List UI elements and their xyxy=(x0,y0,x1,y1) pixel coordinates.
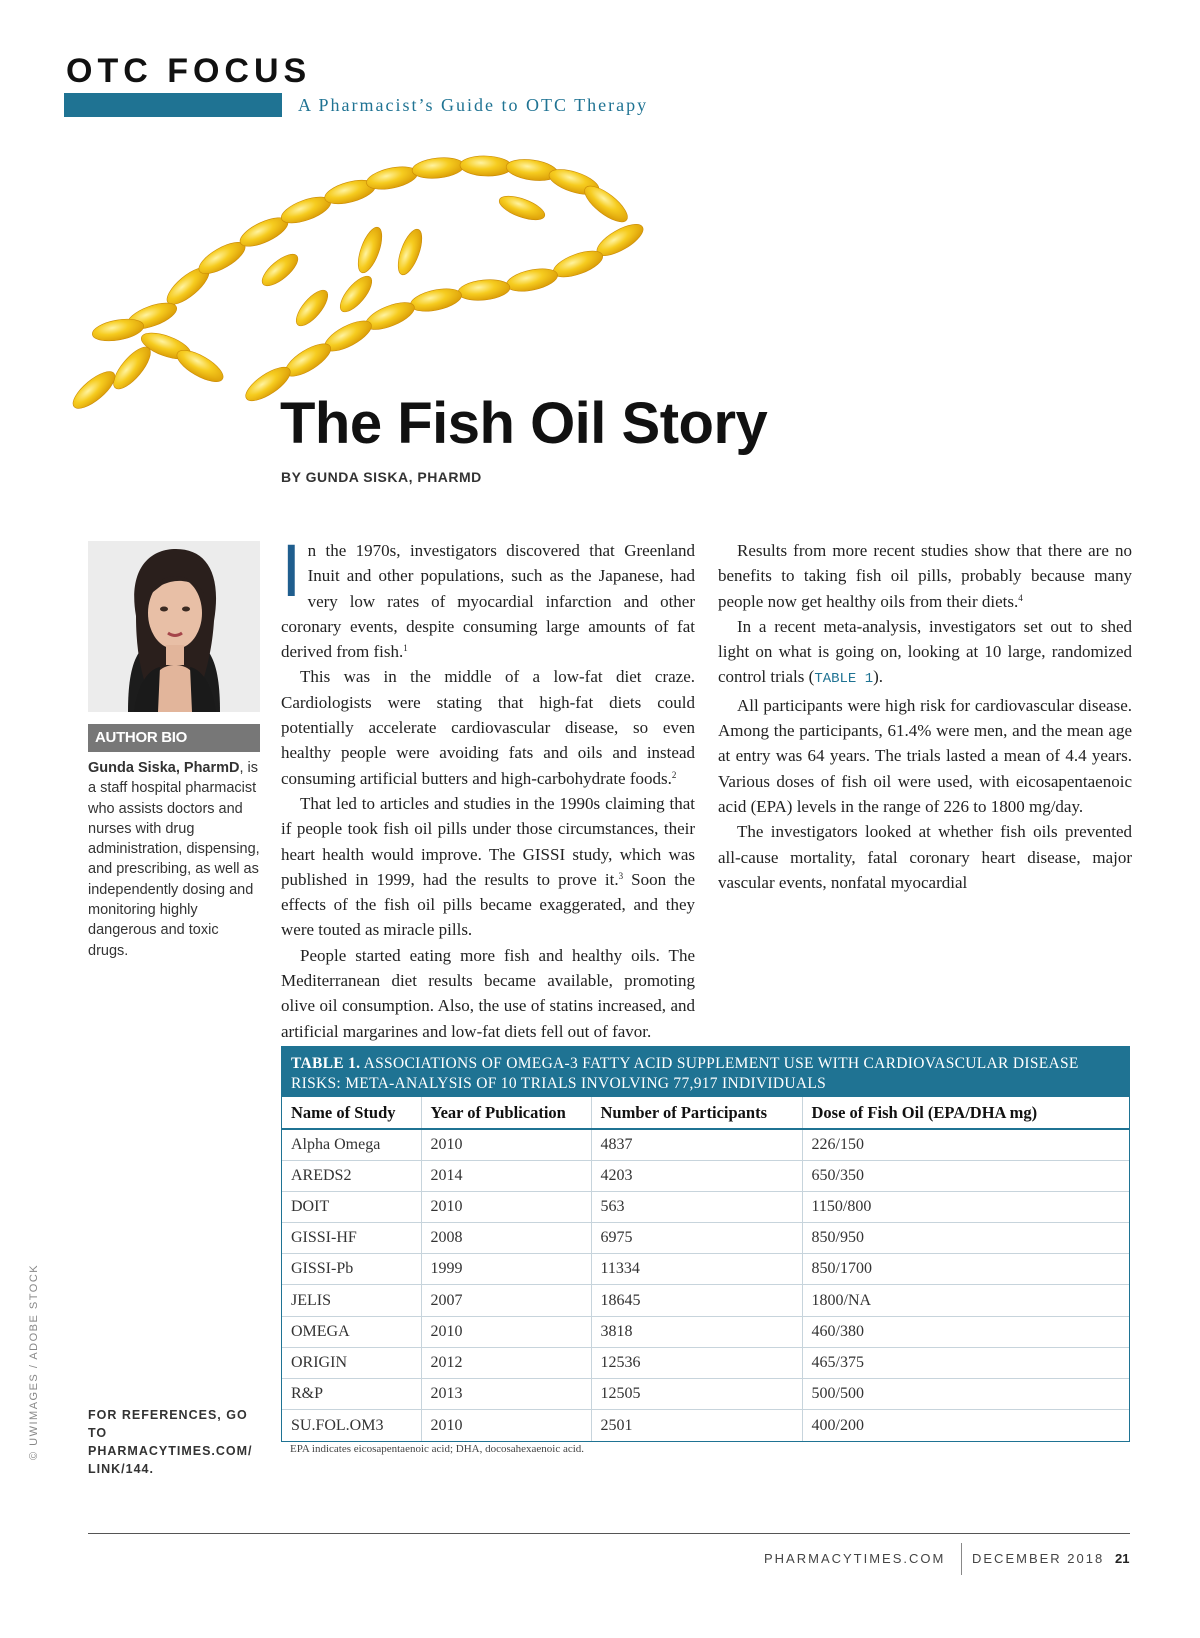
paragraph-text: All participants were high risk for cardiovascular disease. Among the participants, 61.4% were men, and the mean age at entry was 64 years. The trials lasted a mean of 4.4 years. Various doses of fish oil were used, with eicosapentaenoic acid (EPA) levels in the range of 226 to 1800 mg/day. xyxy=(718,695,1132,816)
table-reference-link[interactable]: TABLE 1 xyxy=(814,671,874,688)
paragraph-text: People started eating more fish and healthy oils. The Mediterranean diet results became available, promoting olive oil consumption. Also, the use of statins increased, and artificial margarines and low-fat diets fell out of favor. xyxy=(281,945,695,1041)
table-cell: OMEGA xyxy=(282,1316,421,1347)
table-caption-text: ASSOCIATIONS OF OMEGA-3 FATTY ACID SUPPLEMENT USE WITH CARDIOVASCULAR DISEASE RISKS: META-ANALYSIS OF 10 TRIALS INVOLVING 77,917 INDIVIDUALS xyxy=(291,1055,1079,1092)
table-cell: 850/950 xyxy=(802,1223,1129,1254)
article-column-1 xyxy=(281,529,695,1044)
table-row xyxy=(282,1379,1129,1410)
table-cell: 460/380 xyxy=(802,1316,1129,1347)
references-link-path[interactable]: LINK/144. xyxy=(88,1462,154,1476)
table-cell: Alpha Omega xyxy=(291,1135,381,1153)
table-row xyxy=(282,1129,1129,1160)
table-cell: 2007 xyxy=(421,1285,591,1316)
table-row xyxy=(282,1254,1129,1285)
references-link[interactable]: PHARMACYTIMES.COM/ xyxy=(88,1444,253,1458)
table-cell: ORIGIN xyxy=(282,1347,421,1378)
author-name: Gunda Siska, PharmD xyxy=(88,760,240,776)
table-header-cell: Year of Publication xyxy=(421,1097,591,1129)
paragraph-text: The investigators looked at whether fish oils prevented all-cause mortality, fatal coronary heart disease, major vascular events, nonfatal myocardial xyxy=(718,822,1132,892)
table-footnote: EPA indicates eicosapentaenoic acid; DHA, docosahexaenoic acid. xyxy=(290,1443,585,1455)
table-header-cell: Number of Participants xyxy=(591,1097,802,1129)
table-caption xyxy=(282,1047,1129,1097)
table-caption-label: TABLE 1. xyxy=(291,1055,361,1072)
table-cell: 2010 xyxy=(421,1191,591,1222)
paragraph xyxy=(718,819,1132,895)
section-title: OTC FOCUS xyxy=(66,52,312,90)
article-column-2 xyxy=(718,538,1132,895)
table-cell: 1150/800 xyxy=(802,1191,1129,1222)
table-cell: SU.FOL.OM3 xyxy=(282,1410,421,1441)
table-row xyxy=(282,1347,1129,1378)
paragraph xyxy=(718,693,1132,819)
table-row xyxy=(282,1223,1129,1254)
paragraph xyxy=(281,943,695,1044)
reference-superscript: 2 xyxy=(671,769,677,780)
paragraph-text: In a recent meta-analysis, investigators set out to shed light on what is going on, looking at 10 large, randomized control trials ( xyxy=(718,616,1132,687)
table-cell: 2013 xyxy=(421,1379,591,1410)
table-cell: 2012 xyxy=(421,1347,591,1378)
paragraph-text: This was in the middle of a low-fat diet craze. Cardiologists were stating that high-fat diets could potentially accelerate cardiovascular disease, so even healthy people were avoiding fats and oils and instead consuming artificial butters and high-carbohydrate foods. xyxy=(281,667,695,788)
paragraph xyxy=(718,614,1132,693)
table-cell: 1999 xyxy=(421,1254,591,1285)
data-table-1 xyxy=(281,1046,1130,1442)
references-note xyxy=(88,1406,268,1478)
table-header-cell: Dose of Fish Oil (EPA/DHA mg) xyxy=(802,1097,1129,1129)
section-accent-bar xyxy=(64,93,282,117)
paragraph-text: ). xyxy=(873,667,884,687)
table-cell: GISSI-Pb xyxy=(282,1254,421,1285)
table-cell: 500/500 xyxy=(802,1379,1129,1410)
table-row xyxy=(282,1410,1129,1441)
table-cell: JELIS xyxy=(282,1285,421,1316)
table-cell: 400/200 xyxy=(802,1410,1129,1441)
table-header-row xyxy=(282,1097,1129,1129)
table-cell: GISSI-HF xyxy=(282,1223,421,1254)
paragraph-text: That led to articles and studies in the 1990s claiming that if people took fish oil pills under those circumstances, their heart health would improve. The GISSI study, which was published in 1999, had the results to prove it. xyxy=(281,793,695,889)
table-cell: 1800/NA xyxy=(802,1285,1129,1316)
table-cell: DOIT xyxy=(282,1191,421,1222)
photo-credit: © UWIMAGES / ADOBE STOCK xyxy=(28,1263,40,1460)
table-row xyxy=(282,1316,1129,1347)
author-bio-text xyxy=(88,758,260,961)
table-cell: R&P xyxy=(282,1379,421,1410)
paragraph xyxy=(281,664,695,790)
footer-rule xyxy=(88,1533,1130,1534)
table-cell: 12505 xyxy=(591,1379,802,1410)
author-bio-description: , is a staff hospital pharmacist who assists doctors and nurses with drug administration, dispensing, and prescribing, as well as independently dosing and monitoring highly dangerous and toxic drugs. xyxy=(88,760,260,959)
table-header-cell: Name of Study xyxy=(282,1097,421,1129)
footer-site: PHARMACYTIMES.COM xyxy=(764,1551,946,1566)
table-cell: 4203 xyxy=(591,1160,802,1191)
table-cell: 850/1700 xyxy=(802,1254,1129,1285)
table-cell: 11334 xyxy=(591,1254,802,1285)
author-bio-label: AUTHOR BIO xyxy=(88,724,260,752)
table-cell: 2010 xyxy=(421,1129,591,1160)
author-photo xyxy=(88,541,260,712)
table-row xyxy=(282,1285,1129,1316)
article-title: The Fish Oil Story xyxy=(280,391,768,456)
article-byline: BY GUNDA SISKA, PHARMD xyxy=(281,469,482,485)
table-cell: 2501 xyxy=(591,1410,802,1441)
table-row xyxy=(282,1191,1129,1222)
table-cell: 2008 xyxy=(421,1223,591,1254)
table xyxy=(282,1097,1129,1441)
footer-date: DECEMBER 2018 xyxy=(972,1551,1105,1566)
table-cell: 226/150 xyxy=(802,1129,1129,1160)
page-number: 21 xyxy=(1115,1551,1130,1566)
table-row xyxy=(282,1160,1129,1191)
table-cell: 18645 xyxy=(591,1285,802,1316)
reference-superscript: 4 xyxy=(1018,592,1023,603)
table-cell: 2010 xyxy=(421,1316,591,1347)
table-cell: 563 xyxy=(591,1191,802,1222)
table-cell: AREDS2 xyxy=(282,1160,421,1191)
references-line: FOR REFERENCES, GO TO xyxy=(88,1408,248,1440)
table-cell: 2010 xyxy=(421,1410,591,1441)
reference-superscript: 1 xyxy=(403,643,408,654)
paragraph xyxy=(718,538,1132,614)
paragraph-text: Results from more recent studies show that there are no benefits to taking fish oil pills, probably because many people now get healthy oils from their diets. xyxy=(718,541,1132,611)
table-cell: 650/350 xyxy=(802,1160,1129,1191)
table-cell: 3818 xyxy=(591,1316,802,1347)
paragraph-intro xyxy=(281,529,695,664)
drop-cap: I xyxy=(281,529,302,612)
paragraph-text: n the 1970s, investigators discovered that Greenland Inuit and other populations, such as the Japanese, had very low rates of myocardial infarction and other coronary events, despite consuming large amounts of fat derived from fish. xyxy=(281,541,695,662)
table-cell: 465/375 xyxy=(802,1347,1129,1378)
section-subtitle: A Pharmacist’s Guide to OTC Therapy xyxy=(298,95,649,115)
paragraph xyxy=(281,791,695,943)
table-cell: 2014 xyxy=(421,1160,591,1191)
table-cell: 12536 xyxy=(591,1347,802,1378)
paragraph-text: Soon the effects of the fish oil pills became exaggerated, and they were touted as miracle pills. xyxy=(281,869,695,940)
reference-superscript: 3 xyxy=(618,870,624,881)
footer-separator xyxy=(961,1543,962,1575)
table-cell: 4837 xyxy=(591,1129,802,1160)
table-cell: 6975 xyxy=(591,1223,802,1254)
